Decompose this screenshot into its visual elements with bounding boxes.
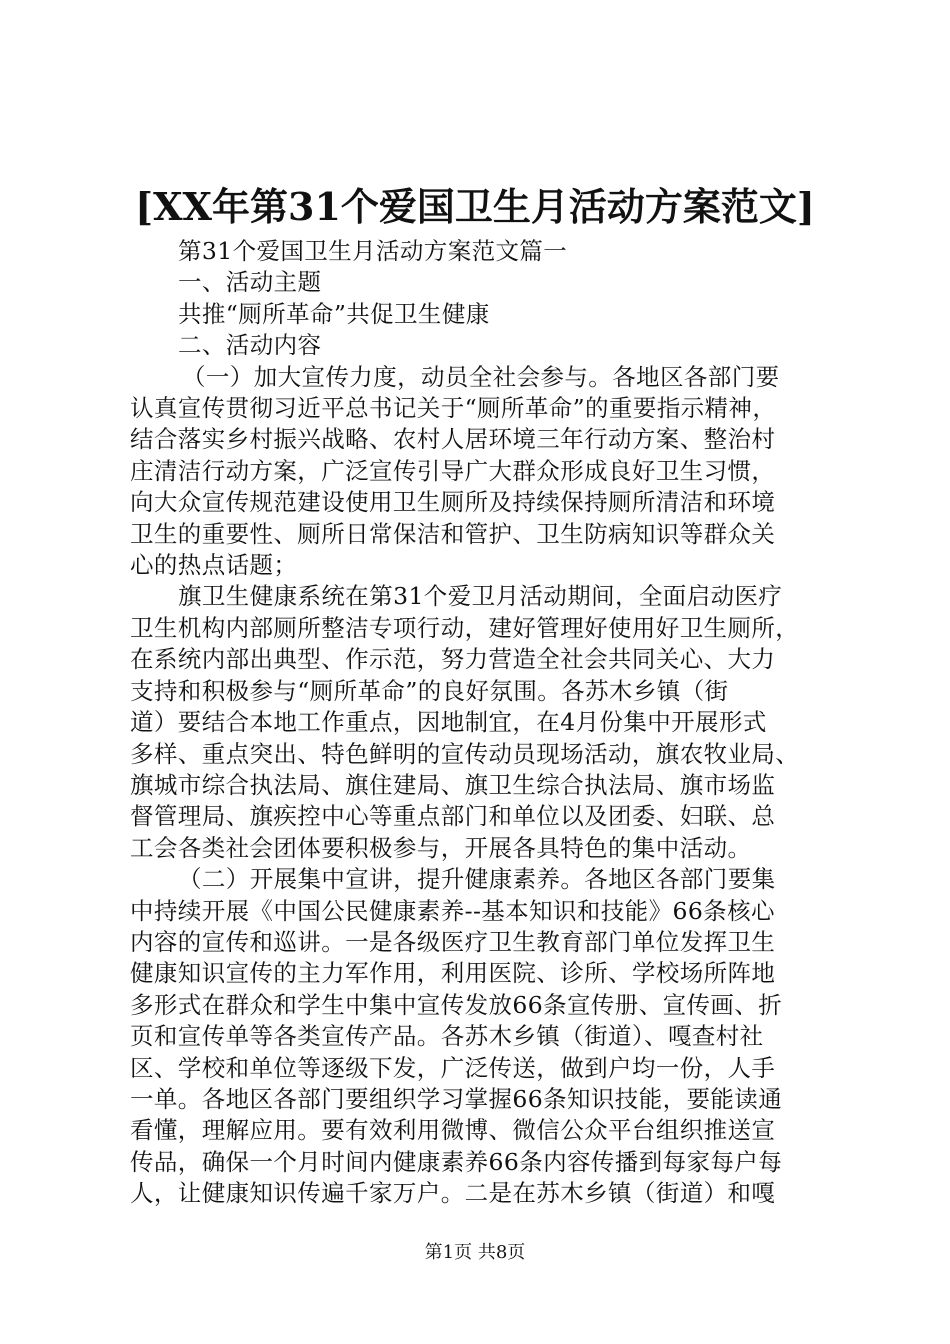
paragraph-line: 中持续开展《中国公民健康素养--基本知识和技能》66条核心 bbox=[130, 896, 775, 925]
paragraph-line: 在系统内部出典型、作示范，努力营造全社会共同关心、大力 bbox=[130, 645, 776, 674]
paragraph-line: 支持和积极参与“厕所革命”的良好氛围。各苏木乡镇（街 bbox=[130, 676, 729, 705]
paragraph-line: 多样、重点突出、特色鲜明的宣传动员现场活动，旗农牧业局、 bbox=[130, 739, 800, 768]
page-footer: 第1页 共8页 bbox=[424, 1242, 526, 1263]
paragraph-line: 区、学校和单位等逐级下发，广泛传送，做到户均一份，人手 bbox=[130, 1053, 776, 1082]
paragraph-line: 认真宣传贯彻习近平总书记关于“厕所革命”的重要指示精神， bbox=[130, 394, 777, 423]
paragraph-line: 督管理局、旗疾控中心等重点部门和单位以及团委、妇联、总 bbox=[130, 802, 776, 831]
paragraph-line: （二）开展集中宣讲，提升健康素养。各地区各部门要集 bbox=[178, 865, 776, 894]
paragraph-line: 道）要结合本地工作重点，因地制宜，在4月份集中开展形式 bbox=[130, 708, 767, 737]
paragraph-line: 健康知识宣传的主力军作用，利用医院、诊所、学校场所阵地 bbox=[130, 959, 776, 988]
document-body bbox=[130, 236, 832, 1210]
paragraph-line: 工会各类社会团体要积极参与，开展各具特色的集中活动。 bbox=[130, 833, 752, 862]
paragraph-line: 共推“厕所革命”共促卫生健康 bbox=[178, 299, 490, 328]
paragraph-line: 一单。各地区各部门要组织学习掌握66条知识技能，要能读通 bbox=[130, 1084, 783, 1113]
paragraph-line: 旗城市综合执法局、旗住建局、旗卫生综合执法局、旗市场监 bbox=[130, 770, 776, 799]
paragraph-line: 多形式在群众和学生中集中宣传发放66条宣传册、宣传画、折 bbox=[130, 990, 783, 1019]
paragraph-line: 传品，确保一个月时间内健康素养66条内容传播到每家每户每 bbox=[130, 1147, 783, 1176]
paragraph-line: 页和宣传单等各类宣传产品。各苏木乡镇（街道）、嘎查村社 bbox=[130, 1022, 764, 1051]
paragraph-line: 看懂，理解应用。要有效利用微博、微信公众平台组织推送宣 bbox=[130, 1116, 776, 1145]
paragraph-line: 卫生机构内部厕所整洁专项行动，建好管理好使用好卫生厕所， bbox=[130, 613, 800, 642]
section-heading: 一、活动主题 bbox=[178, 268, 322, 297]
paragraph-line: 心的热点话题； bbox=[130, 551, 298, 580]
paragraph-line: 结合落实乡村振兴战略、农村人居环境三年行动方案、整治村 bbox=[130, 425, 776, 454]
document-title: [XX年第31个爱国卫生月活动方案范文] bbox=[135, 184, 815, 229]
section-heading: 第31个爱国卫生月活动方案范文篇一 bbox=[178, 237, 568, 265]
paragraph-line: 旗卫生健康系统在第31个爱卫月活动期间，全面启动医疗 bbox=[178, 582, 783, 611]
paragraph-line: 内容的宣传和巡讲。一是各级医疗卫生教育部门单位发挥卫生 bbox=[130, 927, 776, 956]
paragraph-line: 庄清洁行动方案，广泛宣传引导广大群众形成良好卫生习惯， bbox=[130, 456, 776, 485]
paragraph-line: 向大众宣传规范建设使用卫生厕所及持续保持厕所清洁和环境 bbox=[130, 488, 776, 517]
paragraph-line: （一）加大宣传力度，动员全社会参与。各地区各部门要 bbox=[182, 362, 780, 391]
paragraph-line: 卫生的重要性、厕所日常保洁和管护、卫生防病知识等群众关 bbox=[130, 519, 776, 548]
paragraph-line: 人，让健康知识传遍千家万户。二是在苏木乡镇（街道）和嘎 bbox=[130, 1179, 776, 1208]
section-heading: 二、活动内容 bbox=[178, 331, 322, 360]
